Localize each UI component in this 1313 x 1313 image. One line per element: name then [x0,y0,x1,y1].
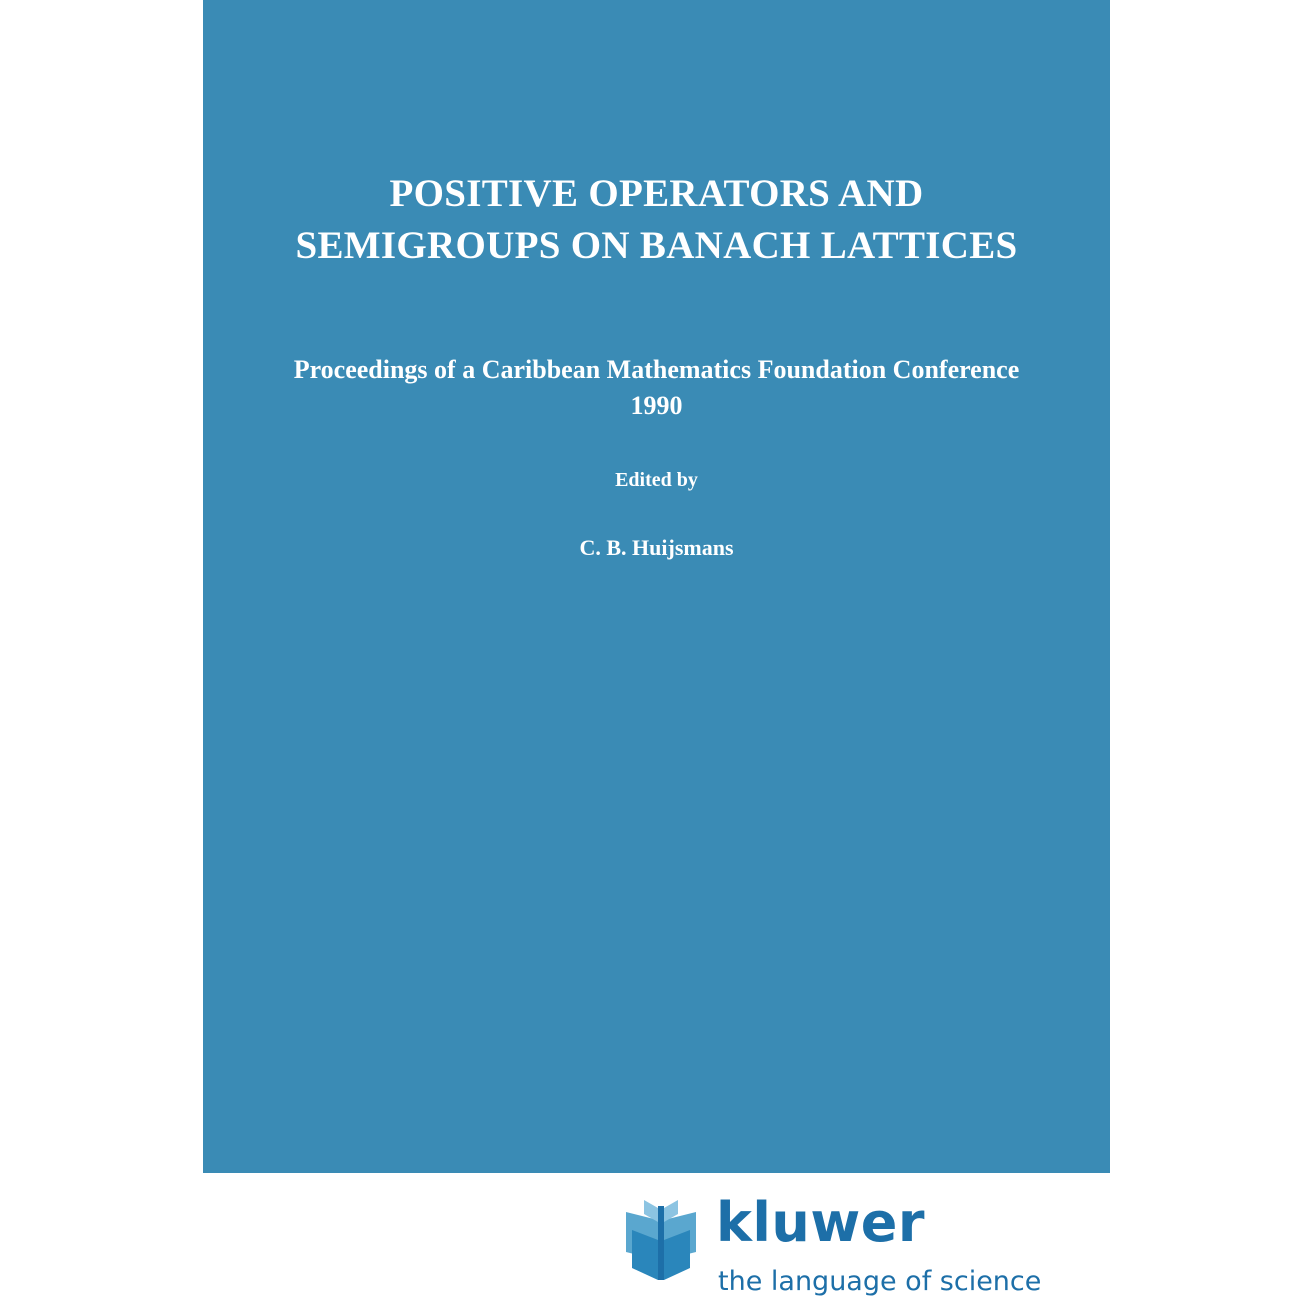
kluwer-butterfly-logo-icon [622,1200,700,1282]
publisher-name: kluwer [716,1191,926,1254]
publisher-block [622,1191,1082,1306]
book-title-line-2: SEMIGROUPS ON BANACH LATTICES [295,224,1018,267]
book-subtitle-line-1: Proceedings of a Caribbean Mathematics Foundation Conference [293,355,1020,384]
book-title [203,168,1110,272]
editor-name: C. B. Huijsmans [579,535,734,560]
book-subtitle [203,352,1110,424]
book-subtitle-year: 1990 [630,391,683,420]
book-title-line-1: POSITIVE OPERATORS AND [389,172,924,215]
cover-panel [203,0,1110,1173]
edited-by-label: Edited by [615,469,698,491]
publisher-slogan: the language of science [718,1266,1042,1297]
